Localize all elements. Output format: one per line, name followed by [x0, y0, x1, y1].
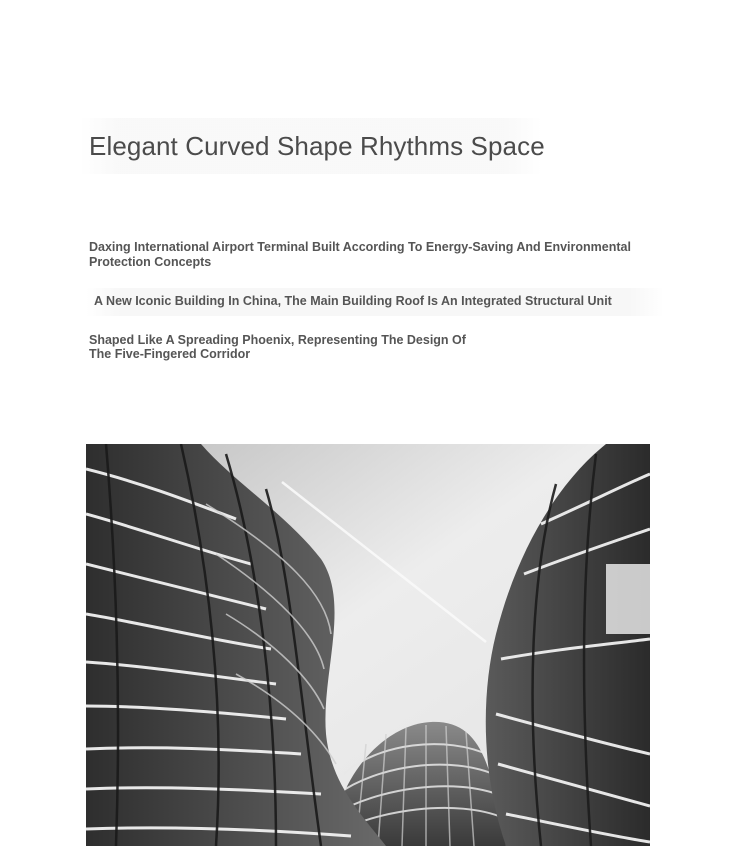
paragraph-airport-line1: Daxing International Airport Terminal Built According To Energy-Saving And Environmental	[89, 240, 631, 254]
paragraph-band	[86, 288, 664, 316]
architecture-illustration	[86, 444, 650, 846]
paragraph-iconic-building: A New Iconic Building In China, The Main Building Roof Is An Integrated Structural Unit	[94, 294, 612, 308]
title-band	[80, 118, 545, 174]
paragraph-phoenix-line1: Shaped Like A Spreading Phoenix, Representing The Design Of	[89, 333, 466, 347]
page-title: Elegant Curved Shape Rhythms Space	[89, 131, 545, 161]
architecture-photo	[86, 444, 650, 846]
paragraph-airport	[89, 240, 649, 270]
paragraph-phoenix	[89, 333, 469, 361]
paragraph-airport-line2: Protection Concepts	[89, 255, 212, 269]
paragraph-phoenix-line2: The Five-Fingered Corridor	[89, 347, 251, 361]
